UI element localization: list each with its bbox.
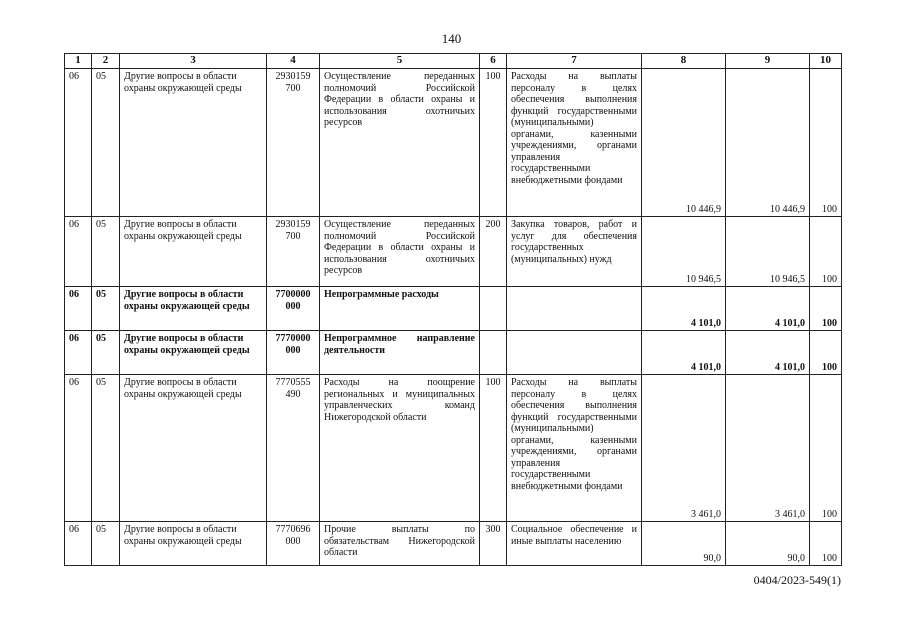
planned-amount: 4 101,0	[642, 331, 726, 375]
col-header: 7	[507, 54, 642, 69]
target-article-name: Осуществление переданных полномочий Российской Федерации в области охраны и использования охотничьих ресурсов	[320, 69, 480, 217]
col-header: 3	[120, 54, 267, 69]
target-article-name: Осуществление переданных полномочий Российской Федерации в области охраны и использования охотничьих ресурсов	[320, 217, 480, 287]
subsection-name: Другие вопросы в области охраны окружающей среды	[120, 69, 267, 217]
col-header: 8	[642, 54, 726, 69]
table-row	[65, 217, 842, 287]
planned-amount: 3 461,0	[642, 375, 726, 522]
expense-type-name	[507, 331, 642, 375]
expense-type-code	[480, 331, 507, 375]
col-header: 1	[65, 54, 92, 69]
table-row	[65, 69, 842, 217]
expense-type-name: Социальное обеспечение и иные выплаты населению	[507, 522, 642, 566]
table-row	[65, 522, 842, 566]
col-header: 10	[810, 54, 842, 69]
planned-amount: 4 101,0	[642, 287, 726, 331]
section-code: 06	[65, 69, 92, 217]
target-article-code: 7770696 000	[267, 522, 320, 566]
executed-amount: 10 446,9	[726, 69, 810, 217]
subsection-name: Другие вопросы в области охраны окружающей среды	[120, 287, 267, 331]
executed-amount: 4 101,0	[726, 287, 810, 331]
execution-percent: 100	[810, 217, 842, 287]
planned-amount: 10 946,5	[642, 217, 726, 287]
execution-percent: 100	[810, 287, 842, 331]
document-code: 0404/2023-549(1)	[753, 573, 841, 587]
section-code: 06	[65, 331, 92, 375]
subsection-code: 05	[92, 217, 120, 287]
expense-type-code: 100	[480, 69, 507, 217]
section-code: 06	[65, 287, 92, 331]
target-article-name: Расходы на поощрение региональных и муниципальных управленческих команд Нижегородской области	[320, 375, 480, 522]
subsection-code: 05	[92, 331, 120, 375]
table-row	[65, 375, 842, 522]
target-article-code: 7770000 000	[267, 331, 320, 375]
col-header: 2	[92, 54, 120, 69]
subsection-name: Другие вопросы в области охраны окружающей среды	[120, 217, 267, 287]
subsection-name: Другие вопросы в области охраны окружающей среды	[120, 375, 267, 522]
expense-type-code: 300	[480, 522, 507, 566]
subsection-name: Другие вопросы в области охраны окружающей среды	[120, 522, 267, 566]
expense-type-code: 100	[480, 375, 507, 522]
expense-type-code	[480, 287, 507, 331]
target-article-name: Непрограммные расходы	[320, 287, 480, 331]
subsection-code: 05	[92, 375, 120, 522]
subsection-name: Другие вопросы в области охраны окружающей среды	[120, 331, 267, 375]
subsection-code: 05	[92, 522, 120, 566]
execution-percent: 100	[810, 375, 842, 522]
execution-percent: 100	[810, 522, 842, 566]
expense-type-name: Расходы на выплаты персоналу в целях обеспечения выполнения функций государственными (муниципальными) органами, казенными учреждениями, органами управления государственными внебюджетными фондами	[507, 375, 642, 522]
col-header: 5	[320, 54, 480, 69]
page-number: 140	[441, 31, 462, 46]
execution-percent: 100	[810, 331, 842, 375]
target-article-code: 2930159 700	[267, 69, 320, 217]
expense-type-name: Расходы на выплаты персоналу в целях обеспечения выполнения функций государственными (муниципальными) органами, казенными учреждениями, органами управления государственными внебюджетными фондами	[507, 69, 642, 217]
target-article-name: Непрограммное направление деятельности	[320, 331, 480, 375]
section-code: 06	[65, 217, 92, 287]
header-row	[65, 54, 842, 69]
col-header: 4	[267, 54, 320, 69]
col-header: 6	[480, 54, 507, 69]
execution-percent: 100	[810, 69, 842, 217]
planned-amount: 90,0	[642, 522, 726, 566]
budget-table	[64, 53, 842, 566]
expense-type-name: Закупка товаров, работ и услуг для обеспечения государственных (муниципальных) нужд	[507, 217, 642, 287]
executed-amount: 10 946,5	[726, 217, 810, 287]
target-article-name: Прочие выплаты по обязательствам Нижегородской области	[320, 522, 480, 566]
table-row	[65, 287, 842, 331]
section-code: 06	[65, 522, 92, 566]
executed-amount: 3 461,0	[726, 375, 810, 522]
target-article-code: 7770555 490	[267, 375, 320, 522]
expense-type-name	[507, 287, 642, 331]
subsection-code: 05	[92, 69, 120, 217]
executed-amount: 4 101,0	[726, 331, 810, 375]
section-code: 06	[65, 375, 92, 522]
executed-amount: 90,0	[726, 522, 810, 566]
col-header: 9	[726, 54, 810, 69]
expense-type-code: 200	[480, 217, 507, 287]
subsection-code: 05	[92, 287, 120, 331]
planned-amount: 10 446,9	[642, 69, 726, 217]
target-article-code: 2930159 700	[267, 217, 320, 287]
target-article-code: 7700000 000	[267, 287, 320, 331]
table-row	[65, 331, 842, 375]
